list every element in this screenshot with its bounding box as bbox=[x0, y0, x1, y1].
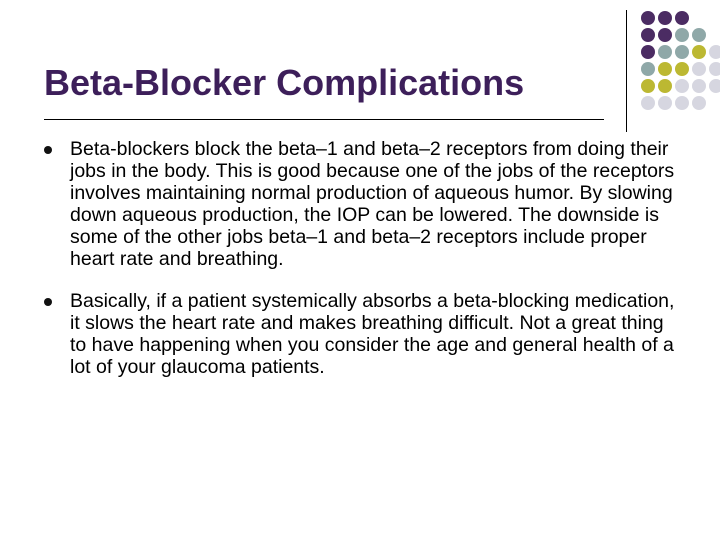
bullet-item bbox=[44, 138, 684, 270]
decorative-dot bbox=[658, 79, 672, 93]
decorative-dot bbox=[641, 11, 655, 25]
decorative-dot bbox=[675, 11, 689, 25]
bullet-icon bbox=[44, 298, 52, 306]
decorative-dot bbox=[641, 79, 655, 93]
decorative-dot bbox=[675, 96, 689, 110]
decorative-dot bbox=[692, 79, 706, 93]
bullet-icon bbox=[44, 146, 52, 154]
bullet-list bbox=[44, 138, 684, 398]
decorative-dot bbox=[641, 62, 655, 76]
decorative-dot bbox=[641, 28, 655, 42]
decorative-dot bbox=[692, 45, 706, 59]
decorative-dot bbox=[658, 28, 672, 42]
bullet-item bbox=[44, 290, 684, 378]
decorative-dot bbox=[658, 62, 672, 76]
decorative-dot bbox=[675, 28, 689, 42]
decorative-dot bbox=[692, 62, 706, 76]
bullet-text: Basically, if a patient systemically absorbs a beta-blocking medication, it slows the heart rate and makes breathing difficult. Not a great thing to have happening when you consider the age and general health of a lot of your glaucoma patients. bbox=[70, 290, 675, 378]
slide-title: Beta-Blocker Complications bbox=[44, 62, 525, 103]
title-underline bbox=[44, 119, 604, 120]
decorative-dot bbox=[675, 79, 689, 93]
decorative-dot bbox=[641, 45, 655, 59]
decorative-dot bbox=[675, 62, 689, 76]
decorative-dot bbox=[675, 45, 689, 59]
bullet-text: Beta-blockers block the beta–1 and beta–2 receptors from doing their jobs in the body. This is good because one of the jobs of the receptors involves maintaining normal production of aqueous humor. By slowing down aqueous production, the IOP can be lowered. The downside is some of the other jobs beta–1 and beta–2 receptors include proper heart rate and breathing. bbox=[70, 138, 675, 270]
decorative-dot bbox=[692, 96, 706, 110]
decorative-dot bbox=[658, 11, 672, 25]
decorative-dot bbox=[709, 79, 720, 93]
vertical-divider bbox=[626, 10, 627, 132]
decorative-dot bbox=[709, 45, 720, 59]
decorative-dot bbox=[709, 62, 720, 76]
decorative-dot bbox=[658, 45, 672, 59]
decorative-dot bbox=[641, 96, 655, 110]
decorative-dot bbox=[692, 28, 706, 42]
decorative-dot bbox=[658, 96, 672, 110]
